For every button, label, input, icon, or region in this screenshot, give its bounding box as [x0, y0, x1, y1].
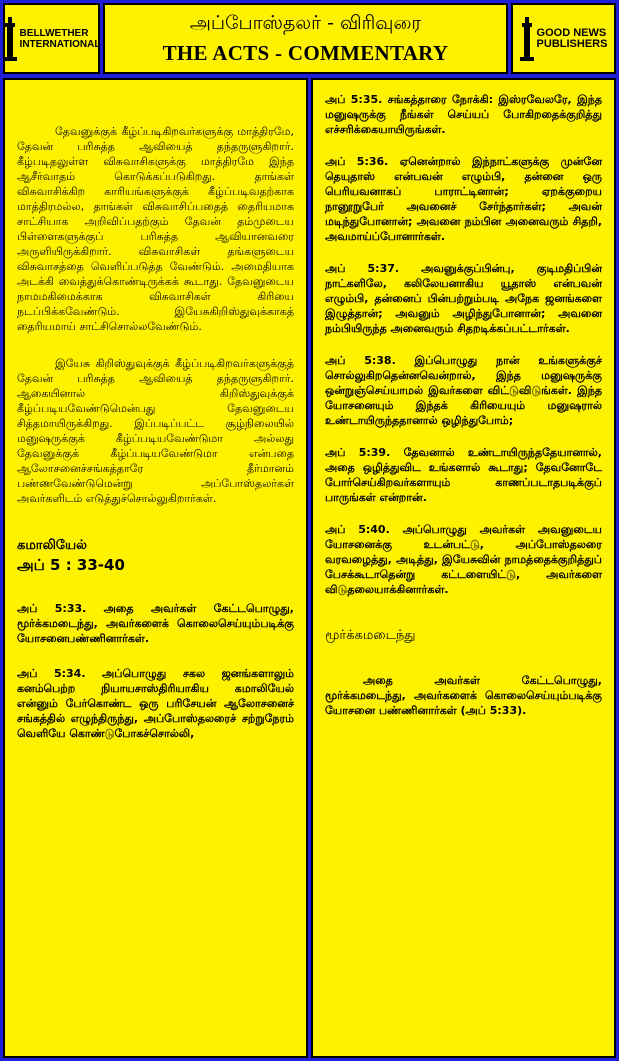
commentary-paragraph-2: இயேசு கிறிஸ்துவுக்குக் கீழ்ப்படிகிறவர்களுக்குத் தேவன் பரிசுத்த ஆவியைத் தந்தருளுகிறார். ஆகையினால் கிறிஸ்துவுக்குக் கீழ்ப்படியவேண்டுமென்பது தேவனுடைய சித்தமாயிருக்கிறது. இப்படிப்பட்ட சூழ்நிலையில் மனுஷருக்குக் கீழ்ப்படியவேண்டுமா அல்லது தேவனுக்குக் கீழ்ப்படியவேண்டுமா என்பதை ஆலோசனைச்சங்கத்தாரே தீர்மானம் பண்ணவேண்டுமென்று அப்போஸ்தலர்கள் அவர்களிடம் எடுத்துச்சொல்லுகிறார்கள். — [17, 357, 294, 505]
verse-5-34: அப் 5:34. அப்பொழுது சகல ஜனங்களாலும் கனம்பெற்ற நியாயசாஸ்திரியாகிய கமாலியேல் என்னும் பேர்கொண்ட ஒரு பரிசேயன் ஆலோசனைச் சங்கத்தில் எழுந்திருந்து, அப்போஸ்தலரைச் சற்றுநேரம் வெளியே கொண்டுபோகச்சொல்லி, — [17, 667, 294, 740]
logo-left-line1: BELLWETHER — [19, 27, 89, 39]
publisher-logo-right — [511, 3, 616, 74]
title-english: THE ACTS - COMMENTARY — [162, 40, 449, 65]
verse-5-36: அப் 5:36. ஏனென்றால் இந்நாட்களுக்கு முன்னே தெயுதாஸ் என்பவன் எழும்பி, தன்னை ஒரு பெரியவனாகப் பாராட்டினான்; ஏறக்குறைய நானூறுபேர் அவனைச் சேர்ந்தார்கள்; அவன் மடிந்துபோனான்; அவனை நம்பின அனைவரும் சிதறி, அவமாய்ப்போனார்கள். — [325, 155, 602, 243]
left-column — [3, 78, 308, 1058]
section-reference: அப் 5 : 33-40 — [17, 556, 125, 574]
verse-5-37: அப் 5:37. அவனுக்குப்பின்பு, குடிமதிப்பின் நாட்களிலே, கலிலேயனாகிய யூதாஸ் என்பவன் எழும்பி, தன்னைப் பின்பற்றும்படி அநேக ஜனங்களை இழுத்தான்; அவனும் அழிந்துபோனான்; அவனை நம்பியிருந்த அனைவரும் சிதறடிக்கப்பட்டார்கள். — [325, 262, 602, 335]
section-heading: கமாலியேல் — [17, 538, 87, 553]
verse-5-38: அப் 5:38. இப்பொழுது நான் உங்களுக்குச் சொல்லுகிறதென்னவென்றால், இந்த மனுஷருக்கு ஒன்றுஞ்செய்யாமல் இவர்களை விட்டுவிடுங்கள். இந்த யோசனையும் இந்தக் கிரியையும் மனுஷரால் உண்டாயிருந்ததானால் ஒழிந்துபோம்; — [325, 354, 602, 427]
commentary-paragraph-1: தேவனுக்குக் கீழ்ப்படிகிறவர்களுக்கு மாத்திரமே, தேவன் பரிசுத்த ஆவியைத் தந்தருளுகிறார். கீழ்படிதலுள்ள விசுவாசிகளுக்கு மாத்திரமே இந்த ஆசீர்வாதம் கொடுக்கப்படுகிறது. தாங்கள் விசுவாசிக்கிற காரியங்களுக்குக் கீழ்ப்படிவதற்காக மாத்திரமல்ல, தாங்கள் விசுவாசிப்பதைத் தைரியமாக சாட்சியாக அறிவிப்பதற்கும் தேவன் தம்முடைய பிள்ளைகளுக்குப் பரிசுத்த ஆவியானவரை அருளியிருக்கிறார். விசுவாசிகள் தங்களுடைய விசுவாசத்தை வெளிப்படுத்த வேண்டும். அமைதியாக அடக்கி வைத்துக்கொண்டிருக்கக் கூடாது. தேவனுடைய நாமமகிமைக்காக விசுவாசிகள் கிரியை நடப்பிக்கவேண்டும். இயேசுகிறிஸ்துவுக்காகத் தைரியமாய் சாட்சிசொல்லவேண்டும். — [17, 125, 294, 333]
logo-right-line1: GOOD NEWS — [536, 26, 607, 39]
closing-paragraph: அதை அவர்கள் கேட்டபொழுது, மூர்க்கமடைந்து, அவர்களைக் கொலைசெய்யும்படிக்கு யோசனை பண்ணினார்கள் (அப் 5:33). — [325, 674, 602, 717]
right-column — [311, 78, 616, 1058]
logo-left-line2: INTERNATIONAL — [19, 38, 101, 50]
page-title — [103, 3, 508, 74]
verse-5-40: அப் 5:40. அப்பொழுது அவர்கள் அவனுடைய யோசனைக்கு உடன்பட்டு, அப்போஸ்தலரை வரவழைத்து, அடித்து, இயேசுவின் நாமத்தைக்குறித்துப் பேசக்கூடாதென்று கட்டளையிட்டு, அவர்களை விடுதலையாக்கினார்கள். — [325, 523, 602, 596]
verse-5-39: அப் 5:39. தேவனால் உண்டாயிருந்ததேயானால், அதை ஒழித்துவிட உங்களால் கூடாது; தேவனோடே போர்செய்கிறவர்களாயும் காணப்படாதபடிக்குப் பாருங்கள் என்றான். — [325, 446, 602, 504]
bellwether-icon — [3, 17, 17, 61]
title-tamil: அப்போஸ்தலர் - விரிவுரை — [189, 11, 422, 34]
logo-right-line2: PUBLISHERS — [536, 37, 608, 50]
goodnews-icon — [520, 17, 534, 61]
verse-5-35: அப் 5:35. சங்கத்தாரை நோக்கி: இஸ்ரவேலரே, இந்த மனுஷருக்கு நீங்கள் செய்யப் போகிறதைக்குறித்து எச்சரிக்கையாயிருங்கள். — [325, 93, 602, 136]
verse-5-33: அப் 5:33. அதை அவர்கள் கேட்டபொழுது, மூர்க்கமடைந்து, அவர்களைக் கொலைசெய்யும்படிக்கு யோசனைபண்ணினார்கள். — [17, 602, 294, 645]
publisher-logo-left — [3, 3, 100, 74]
subsection-heading: மூர்க்கமடைந்து — [325, 628, 416, 643]
